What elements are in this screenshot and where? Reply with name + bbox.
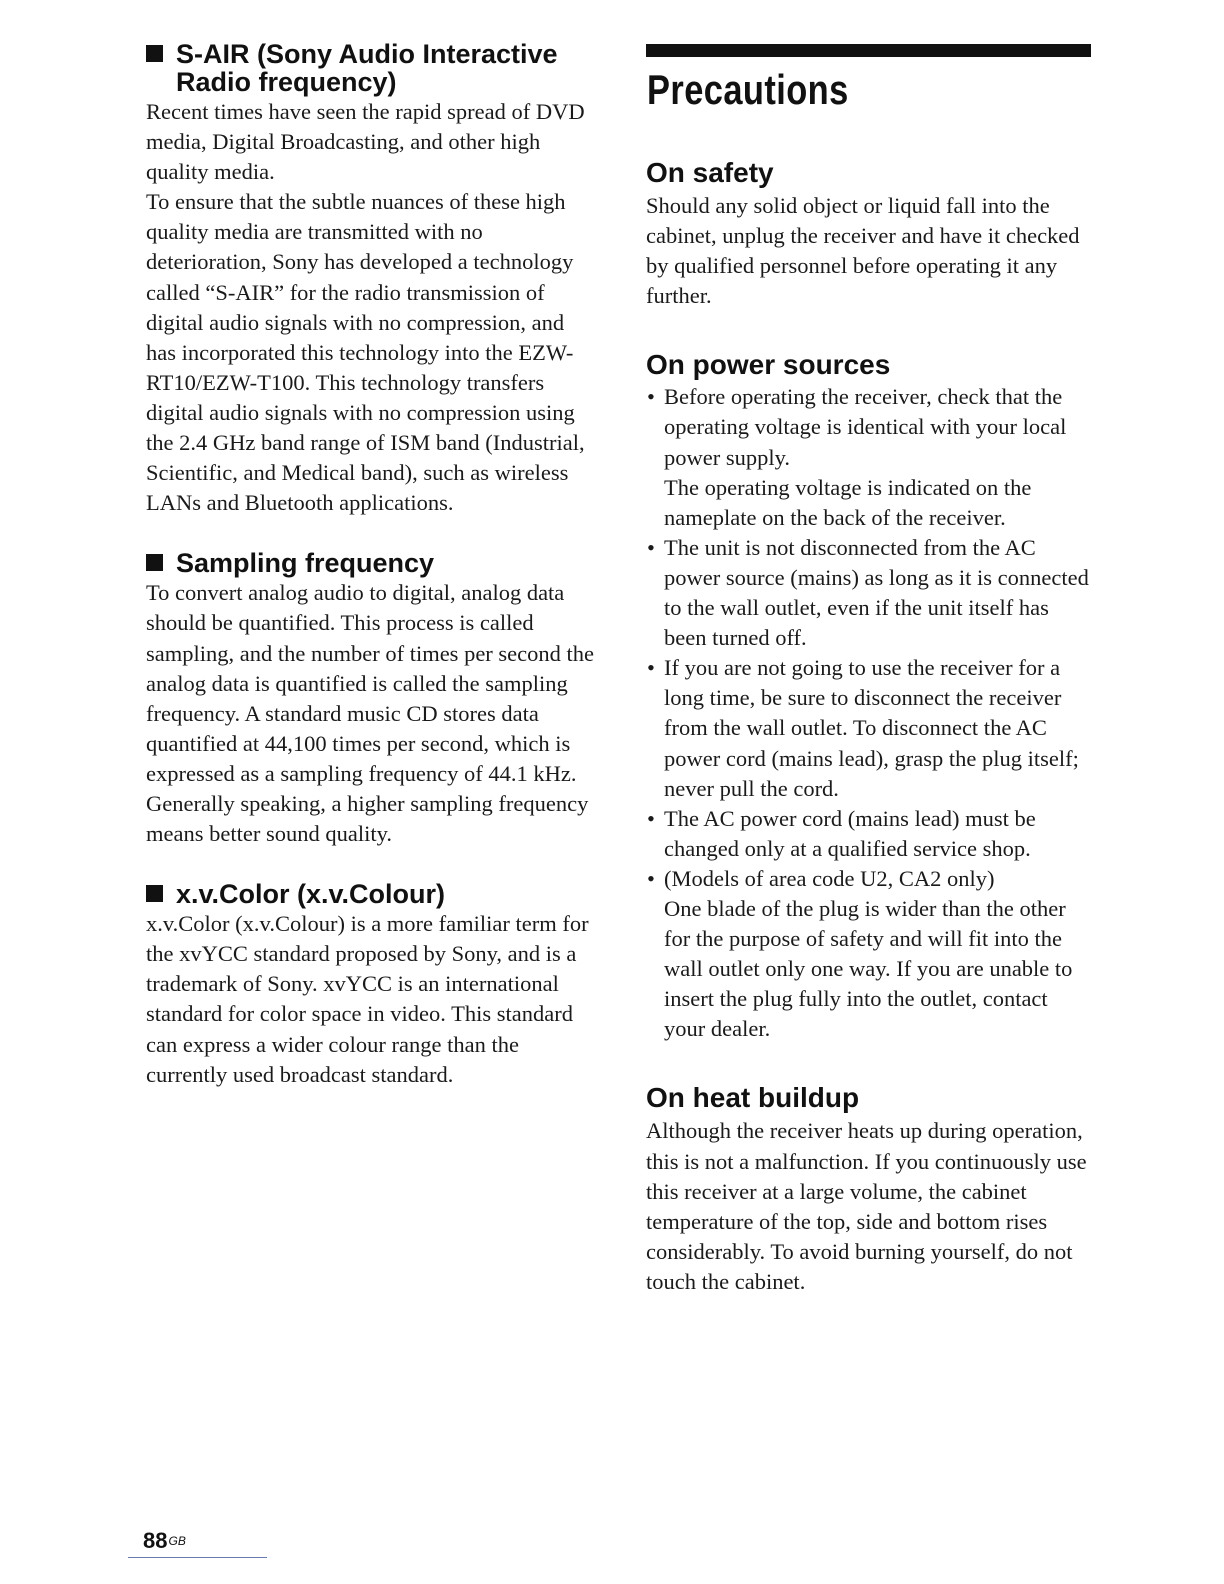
bullet-dot-icon: •	[647, 865, 655, 891]
section-heading-sair: S-AIR (Sony Audio Interactive Radio frequency)	[146, 40, 596, 96]
section-heading-xvcolor: x.v.Color (x.v.Colour)	[146, 880, 596, 908]
section-sampling	[146, 549, 596, 849]
square-bullet-icon	[146, 554, 163, 571]
sair-paragraph-2: To ensure that the subtle nuances of these high quality media are transmitted with no deterioration, Sony has developed a technology called “S-AIR” for the radio transmission of digital audio signals with no compression, and has incorporated this technology into the EZW-RT10/EZW-T100. This technology transfers digital audio signals with no compression using the 2.4 GHz band range of ISM band (Industrial, Scientific, and Medical band), such as wireless LANs and Bluetooth applications.	[146, 189, 585, 516]
section-sair	[146, 40, 596, 518]
right-column	[646, 0, 1092, 1297]
section-xvcolor	[146, 880, 596, 1090]
safety-paragraph: Should any solid object or liquid fall into the cabinet, unplug the receiver and have it checked by qualified personnel before operating it any further.	[646, 193, 1080, 309]
bullet-dot-icon: •	[647, 655, 655, 681]
sampling-paragraph: To convert analog audio to digital, analog data should be quantified. This process is called sampling, and the number of times per second the analog data is quantified is called the sampling frequency. A standard music CD stores data quantified at 44,100 times per second, which is expressed as a sampling frequency of 44.1 kHz. Generally speaking, a higher sampling frequency means better sound quality.	[146, 580, 595, 847]
square-bullet-icon	[146, 45, 163, 62]
page-title: Precautions	[647, 66, 849, 113]
section-safety	[646, 157, 1092, 311]
section-heat	[646, 1082, 1092, 1297]
xvcolor-paragraph: x.v.Color (x.v.Colour) is a more familiar term for the xvYCC standard proposed by Sony, and is a trademark of Sony. xvYCC is an international standard for color space in video. This standard can express a wider colour range than the currently used broadcast standard.	[146, 911, 589, 1087]
heat-paragraph: Although the receiver heats up during operation, this is not a malfunction. If you continuously use this receiver at a large volume, the cabinet temperature of the top, side and bottom rises considerably. To avoid burning yourself, do not touch the cabinet.	[646, 1118, 1087, 1294]
bullet-dot-icon: •	[647, 384, 655, 410]
section-heading-sampling: Sampling frequency	[146, 549, 596, 577]
section-heading-safety: On safety	[646, 157, 774, 188]
square-bullet-icon	[146, 885, 163, 902]
list-item: • (Models of area code U2, CA2 only) One blade of the plug is wider than the other for the purpose of safety and will fit into the wall outlet only one way. If you are unable to insert the plug fully into the outlet, contact your dealer.	[647, 865, 1073, 1042]
list-item: • The unit is not disconnected from the AC power source (mains) as long as it is connected to the wall outlet, even if the unit itself has been turned off.	[647, 534, 1089, 651]
left-column	[146, 0, 596, 1090]
bullet-dot-icon: •	[647, 534, 655, 560]
page-number-suffix: GB	[168, 1534, 186, 1548]
sair-paragraph-1: Recent times have seen the rapid spread of DVD media, Digital Broadcasting, and other high quality media.	[146, 99, 585, 185]
power-bullet-list	[646, 382, 1092, 1044]
section-heading-power: On power sources	[646, 349, 891, 381]
section-power	[646, 349, 1092, 1044]
bullet-dot-icon: •	[647, 805, 655, 831]
list-item: • The AC power cord (mains lead) must be changed only at a qualified service shop.	[647, 805, 1036, 861]
footer-rule	[128, 1557, 267, 1558]
list-item: • Before operating the receiver, check that the operating voltage is identical with your local power supply. The operating voltage is indicated on the nameplate on the back of the receiver.	[647, 384, 1067, 530]
page-number: $88^{GB}$	[143, 1528, 186, 1553]
list-item: • If you are not going to use the receiver for a long time, be sure to disconnect the receiver from the wall outlet. To disconnect the AC power cord (mains lead), grasp the plug itself; never pull the cord.	[647, 655, 1079, 801]
section-heading-heat: On heat buildup	[646, 1082, 860, 1114]
